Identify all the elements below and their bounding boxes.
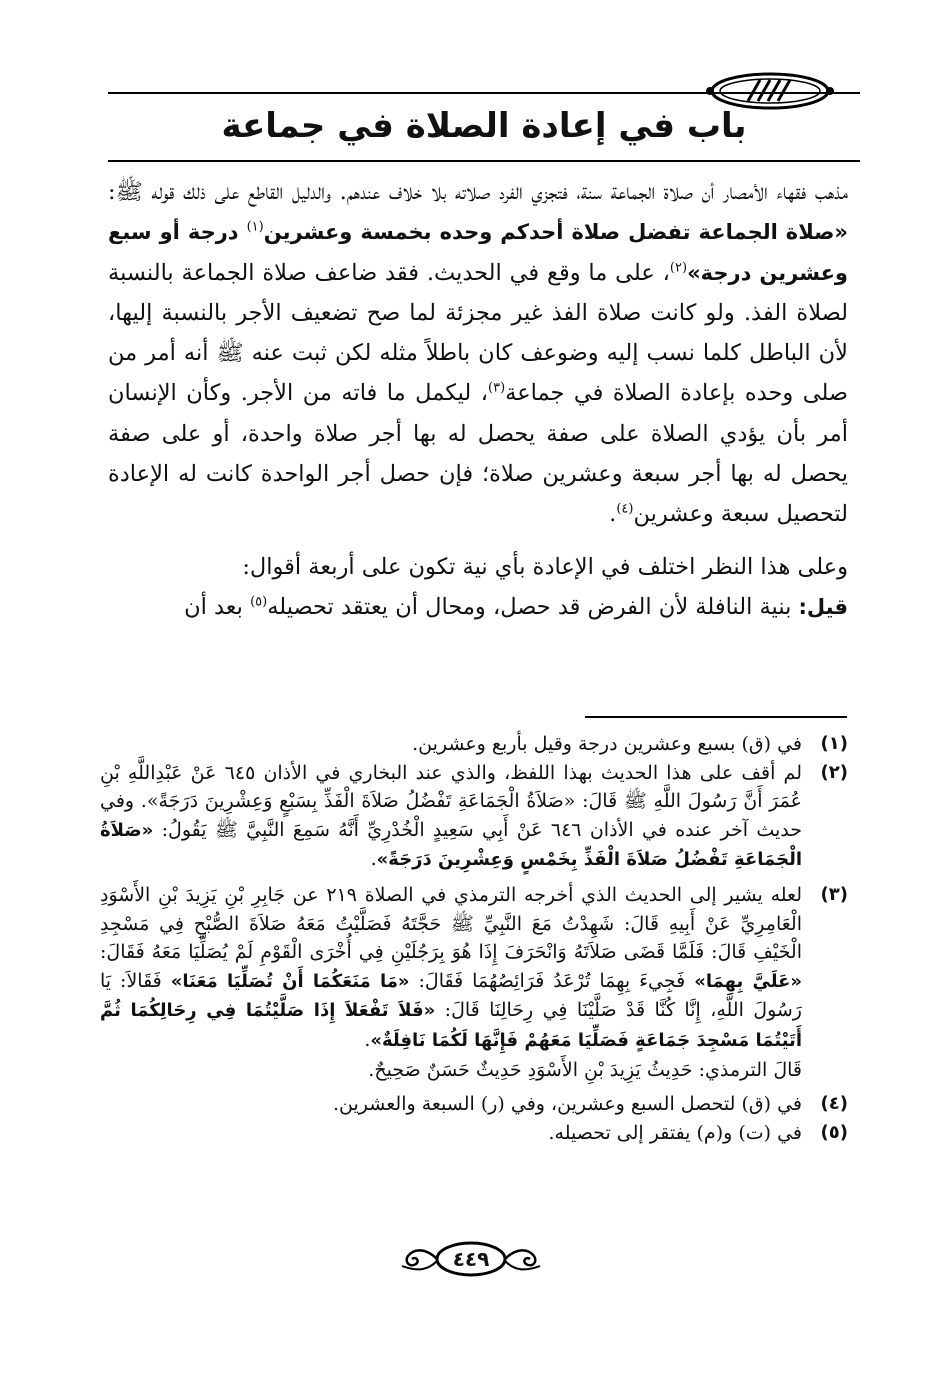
paragraph-2 (108, 547, 848, 628)
footnote-number: (٣) (820, 883, 848, 905)
footnote-4 (100, 1090, 848, 1119)
footnote-number: (٥) (820, 1121, 848, 1143)
text-run: لم أقف على هذا الحديث بهذا اللفظ، والذي عند البخاري في الأذان ٦٤٥ عَنْ عَبْدِاللَّهِ بْنِ عُمَرَ أَنَّ رَسُولَ اللَّهِ ﷺ قَالَ: «صَلاَةُ الْجَمَاعَةِ تَفْضُلُ صَلاَةَ الْفَذِّ بِسَبْعٍ وَعِشْرِينَ دَرَجَةً». وفي حديث آخر عنده في الأذان ٦٤٦ عَنْ أَبِي سَعِيدٍ الْخُدْرِيِّ أَنَّهُ سَمِعَ النَّبِيَّ ﷺ يَقُولُ: (100, 761, 803, 841)
page-number: ٤٤٩ (452, 1247, 490, 1271)
text-run: فَقَالاَ: يَا رَسُولَ اللَّهِ، إِنَّا كُنَّا قَدْ صَلَّيْنَا فِي رِحَالِنَا قَالَ: (100, 969, 802, 1022)
text-run: بعد أن (184, 593, 251, 620)
footnote-5 (100, 1119, 848, 1148)
page-number-ornament (396, 1240, 546, 1280)
chapter-title: باب في إعادة الصلاة في جماعة (221, 106, 747, 146)
footnote-ref[interactable]: (٣) (488, 380, 506, 396)
hadith-quote: «صَلاَةُ الْجَمَاعَةِ تَفْضُلُ صَلاَةَ الْفَذِّ بِخَمْسٍ وَعِشْرِينَ دَرَجَةً» (100, 819, 802, 871)
text-run: قَالَ الترمذي: حَدِيثُ يَزِيدَ بْنِ الأَسْوَدِ حَدِيثٌ حَسَنٌ صَحِيحٌ. (368, 1058, 802, 1081)
footnote-2 (100, 759, 848, 875)
text-run: . (609, 501, 617, 528)
paragraph-1 (108, 172, 848, 535)
opinion-label: قيل: (798, 594, 848, 619)
footnote-number: (١) (820, 733, 848, 754)
text-run: وعلى هذا النظر اختلف في الإعادة بأي نية تكون على أربعة أقوال: (242, 553, 848, 580)
text-run: . (370, 848, 377, 871)
footnote-number: (٢) (820, 761, 848, 783)
text-run: مذهب فقهاء الأمصار أن صلاة الجماعة سنة، فتجزي الفرد صلاته بلا خلاف عندهم. والدليل القاطع على ذلك قوله ﷺ: (108, 179, 848, 205)
text-run: ، ليكمل ما فاته من الأجر. وكأن الإنسان أمر بأن يؤدي الصلاة على صفة يحصل له بها أجر صلاة واحدة، أو على صفة يحصل له بها أجر سبعة وعشرين صلاة؛ فإن حصل أجر الواحدة كانت له الإعادة لتحصيل سبعة وعشرين (108, 380, 848, 528)
footnote-text: في (ت) و(م) يفتقر إلى تحصيله. (548, 1121, 802, 1144)
footnote-text (100, 881, 802, 1084)
text-run: بنية النافلة لأن الفرض قد حصل، ومحال أن يعتقد تحصيله (267, 593, 799, 620)
text-run: ، على ما وقع في الحديث. فقد ضاعف صلاة الجماعة بالنسبة لصلاة الفذ. ولو كانت صلاة الفذ غير مجزئة لما صح تضعيف الأجر بالنسبة إليها، لأن الباطل كلما نسب إليه وضوعف كان باطلاً مثله لكن ثبت عنه ﷺ أنه أمر من صلى وحده بإعادة الصلاة في جماعة (108, 259, 849, 407)
hadith-quote: «صلاة الجماعة تفضل صلاة أحدكم وحده بخمسة وعشرين (263, 220, 848, 245)
footnote-number: (٤) (820, 1093, 848, 1115)
main-text (108, 172, 848, 627)
footnote-text: في (ق) لتحصل السبع وعشرين، وفي (ر) السبعة والعشرين. (333, 1093, 802, 1116)
text-run: فَجِيءَ بِهِمَا تُرْعَدُ فَرَائِصُهُمَا فَقَالَ: (409, 969, 695, 992)
footnote-ref[interactable]: (٤) (616, 501, 634, 517)
text-run: لعله يشير إلى الحديث الذي أخرجه الترمذي في الصلاة ٢١٩ عن جَابِرِ بْنِ يَزِيدَ بْنِ الأَسْوَدِ الْعَامِرِيِّ عَنْ أَبِيهِ قَالَ: شَهِدْتُ مَعَ النَّبِيِّ ﷺ حَجَّتَهُ فَصَلَّيْتُ مَعَهُ صَلاَةَ الصُّبْحِ فِي مَسْجِدِ الْخَيْفِ قَالَ: فَلَمَّا قَضَى صَلاَتَهُ وَانْحَرَفَ إِذَا هُوَ بِرَجُلَيْنِ فِي أُخْرَى الْقَوْمِ لَمْ يُصَلِّيَا مَعَهُ فَقَالَ: (100, 883, 802, 964)
footnote-separator (585, 716, 847, 718)
header-rule-bottom (108, 160, 860, 162)
footnote-3 (100, 881, 848, 1084)
text-run: . (364, 1028, 371, 1051)
hadith-quote: «فَلاَ تَفْعَلاَ إِذَا صَلَّيْتُمَا فِي رِحَالِكُمَا ثُمَّ أَتَيْتُمَا مَسْجِدَ جَمَاعَةٍ فَصَلِّيَا مَعَهُمْ فَإِنَّهَا لَكُمَا نَافِلَةٌ» (100, 1000, 802, 1051)
footnotes (100, 730, 848, 1147)
footnote-1 (100, 730, 848, 759)
footnote-text (100, 759, 802, 875)
footnote-ref[interactable]: (٥) (250, 594, 268, 610)
hadith-quote: «مَا مَنَعَكُمَا أَنْ تُصَلِّيَا مَعَنَا» (170, 970, 410, 992)
hadith-quote: درجة أو سبع وعشرين درجة» (108, 220, 848, 285)
hadith-quote: «عَلَيَّ بِهِمَا» (694, 970, 802, 992)
footnote-ref[interactable]: (١) (246, 219, 264, 235)
footnote-ref[interactable]: (٢) (669, 260, 688, 276)
footnote-text: في (ق) بسبع وعشرين درجة وقيل بأربع وعشرين. (412, 733, 802, 755)
header-rule-top (108, 92, 860, 94)
